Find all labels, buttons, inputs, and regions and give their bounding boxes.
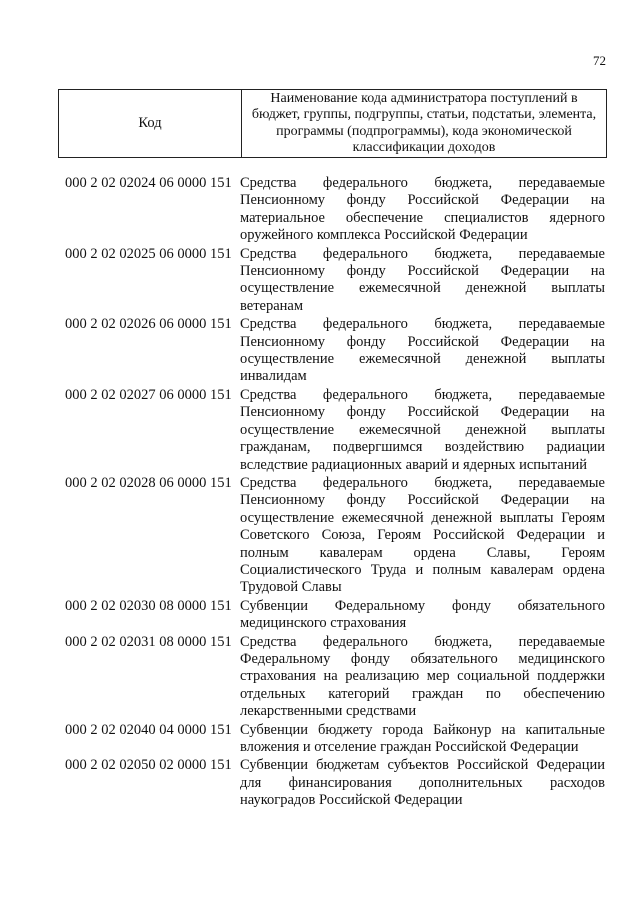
classification-list: [65, 175, 605, 811]
header-name-label: Наименование кода администратора поступлений в бюджет, группы, подгруппы, статьи, подстатьи, элемента, программы (подпрограммы), кода экономической классификации доходов: [251, 90, 597, 155]
row-code: 000 2 02 02050 02 0000 151: [65, 757, 232, 774]
row-description: Средства федерального бюджета, передаваемые Пенсионному фонду Российской Федерации на осуществление ежемесячной денежной выплаты Героям Советского Союза, Героям Российской Федерации и полным кавалерам ордена Славы, Героям Социалистического Труда и полным кавалерам ордена Трудовой Славы: [240, 474, 605, 596]
page-number: 72: [593, 53, 606, 68]
table-row: [65, 757, 605, 809]
header-code-label: Код: [59, 90, 242, 157]
table-row: [65, 598, 605, 633]
table-row: [65, 634, 605, 721]
row-description: Субвенции бюджетам субъектов Российской Федерации для финансирования дополнительных расходов наукоградов Российской Федерации: [240, 757, 605, 809]
table-header: [58, 89, 607, 158]
row-code: 000 2 02 02031 08 0000 151: [65, 633, 232, 650]
row-description: Средства федерального бюджета, передаваемые Федеральному фонду обязательного медицинского страхования на реализацию мер социальной поддержки отдельных категорий граждан по обеспечению лекарственными средствами: [240, 633, 605, 720]
row-description: Средства федерального бюджета, передаваемые Пенсионному фонду Российской Федерации на осуществление ежемесячной денежной выплаты гражданам, подвергшимся воздействию радиации вследствие радиационных аварий и ядерных испытаний: [240, 386, 605, 473]
row-code: 000 2 02 02027 06 0000 151: [65, 386, 232, 403]
table-row: [65, 722, 605, 757]
row-description: Средства федерального бюджета, передаваемые Пенсионному фонду Российской Федерации на осуществление ежемесячной денежной выплаты ветеранам: [240, 245, 605, 314]
row-code: 000 2 02 02024 06 0000 151: [65, 175, 232, 191]
row-code: 000 2 02 02040 04 0000 151: [65, 721, 232, 738]
table-row: [65, 175, 605, 245]
row-code: 000 2 02 02028 06 0000 151: [65, 474, 232, 491]
row-code: 000 2 02 02025 06 0000 151: [65, 245, 232, 262]
row-description: Субвенции бюджету города Байконур на капитальные вложения и отселение граждан Российской Федерации: [240, 721, 605, 755]
row-code: 000 2 02 02030 08 0000 151: [65, 597, 232, 614]
row-description: Средства федерального бюджета, передаваемые Пенсионному фонду Российской Федерации на осуществление ежемесячной денежной выплаты инвалидам: [240, 316, 605, 385]
table-row: [65, 316, 605, 386]
row-description: Субвенции Федеральному фонду обязательного медицинского страхования: [240, 597, 605, 632]
row-description: Средства федерального бюджета, передаваемые Пенсионному фонду Российской Федерации на материальное обеспечение специалистов ядерного оружейного комплекса Российской Федерации: [240, 175, 605, 244]
row-code: 000 2 02 02026 06 0000 151: [65, 316, 232, 333]
table-row: [65, 387, 605, 474]
table-row: [65, 475, 605, 597]
table-row: [65, 246, 605, 316]
